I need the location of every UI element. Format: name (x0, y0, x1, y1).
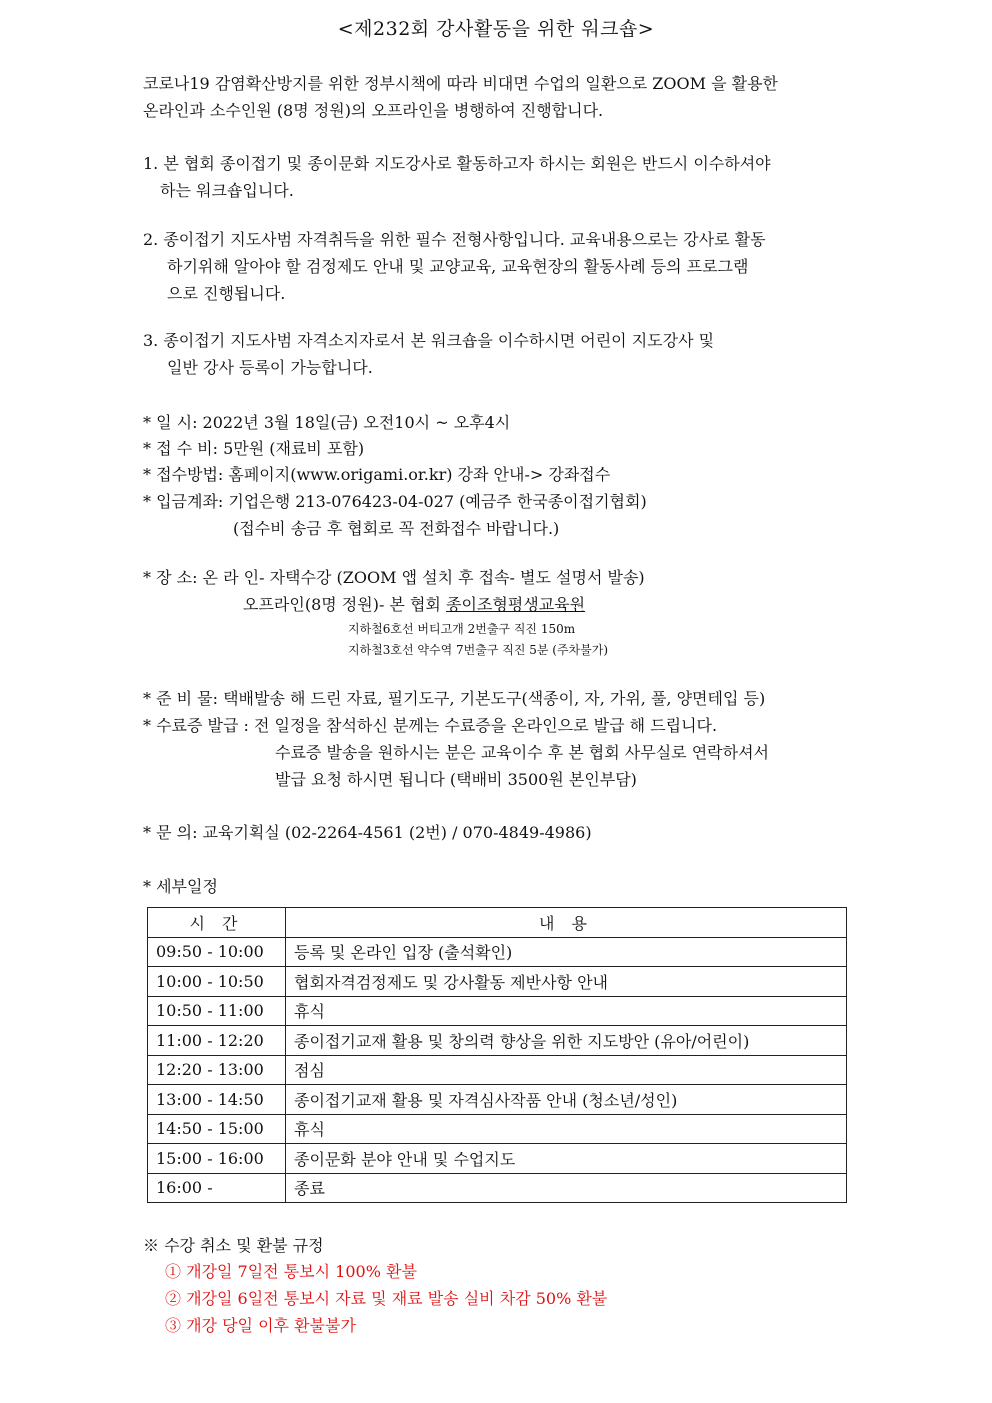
table-row (148, 1026, 847, 1056)
intro-line: 코로나19 감염확산방지를 위한 정부시책에 따라 비대면 수업의 일환으로 ZOOM 을 활용한 (143, 74, 779, 93)
item-line: 으로 진행됩니다. (167, 284, 286, 303)
refund-rule: ① 개강일 7일전 통보시 100% 환불 (165, 1262, 417, 1281)
schedule-content-cell: 협회자격검정제도 및 강사활동 제반사항 안내 (286, 967, 847, 997)
schedule-time-cell: 11:00 - 12:20 (148, 1026, 286, 1056)
schedule-content-cell: 종이접기교재 활용 및 창의력 향상을 위한 지도방안 (유아/어린이) (286, 1026, 847, 1056)
schedule-content-cell: 휴식 (286, 996, 847, 1026)
venue-name: 종이조형평생교육원 (445, 595, 586, 614)
info-place-online: * 장 소: 온 라 인- 자택수강 (ZOOM 앱 설치 후 접속- 별도 설명서 발송) (143, 568, 645, 587)
item-line: 3. 종이접기 지도사범 자격소지자로서 본 워크숍을 이수하시면 어린이 지도강사 및 (143, 331, 715, 350)
info-place-offline (243, 592, 585, 615)
column-header-content: 내 용 (286, 908, 847, 938)
schedule-content-cell: 종이접기교재 활용 및 자격심사작품 안내 (청소년/성인) (286, 1085, 847, 1115)
table-row (148, 1144, 847, 1174)
page-title: <제232회 강사활동을 위한 워크숍> (337, 18, 655, 40)
info-contact: * 문 의: 교육기획실 (02-2264-4561 (2번) / 070-4849-4986) (143, 823, 592, 842)
item-2 (143, 226, 863, 307)
schedule-time-cell: 15:00 - 16:00 (148, 1144, 286, 1174)
certificate-note-1: 수료증 발송을 원하시는 분은 교육이수 후 본 협회 사무실로 연락하셔서 (275, 743, 769, 762)
info-account: * 입금계좌: 기업은행 213-076423-04-027 (예금주 한국종이접기협회) (143, 492, 647, 511)
schedule-time-cell: 16:00 - (148, 1173, 286, 1203)
subway-direction-1: 지하철6호선 버티고개 2번출구 직진 150m (348, 622, 576, 636)
item-1 (143, 150, 863, 204)
table-row (148, 1114, 847, 1144)
table-row (148, 1085, 847, 1115)
schedule-time-cell: 10:50 - 11:00 (148, 996, 286, 1026)
table-row (148, 1055, 847, 1085)
info-fee: * 접 수 비: 5만원 (재료비 포함) (143, 439, 365, 458)
table-row (148, 937, 847, 967)
item-line: 하기위해 알아야 할 검정제도 안내 및 교양교육, 교육현장의 활동사례 등의 프로그램 (167, 257, 749, 276)
info-supplies: * 준 비 물: 택배발송 해 드린 자료, 필기도구, 기본도구(색종이, 자, 가위, 풀, 양면테입 등) (143, 689, 766, 708)
schedule-heading: * 세부일정 (143, 877, 218, 896)
item-line: 일반 강사 등록이 가능합니다. (167, 358, 373, 377)
offline-prefix: 오프라인(8명 정원)- 본 협회 (243, 595, 446, 614)
schedule-content-cell: 휴식 (286, 1114, 847, 1144)
table-row (148, 967, 847, 997)
refund-heading: ※ 수강 취소 및 환불 규정 (143, 1236, 324, 1255)
item-3 (143, 327, 863, 381)
table-header-row (148, 908, 847, 938)
info-certificate: * 수료증 발급 : 전 일정을 참석하신 분께는 수료증을 온라인으로 발급 해 드립니다. (143, 716, 718, 735)
table-row (148, 1173, 847, 1203)
schedule-table (147, 907, 847, 1203)
schedule-content-cell: 종이문화 분야 안내 및 수업지도 (286, 1144, 847, 1174)
info-account-note: (접수비 송금 후 협회로 꼭 전화접수 바랍니다.) (233, 519, 560, 538)
item-line: 하는 워크숍입니다. (160, 181, 294, 200)
schedule-body (148, 937, 847, 1203)
item-line: 1. 본 협회 종이접기 및 종이문화 지도강사로 활동하고자 하시는 회원은 반드시 이수하셔야 (143, 154, 771, 173)
schedule-time-cell: 12:20 - 13:00 (148, 1055, 286, 1085)
refund-rule: ③ 개강 당일 이후 환불불가 (165, 1316, 356, 1335)
table-row (148, 996, 847, 1026)
schedule-content-cell: 점심 (286, 1055, 847, 1085)
subway-direction-2: 지하철3호선 약수역 7번출구 직진 5분 (주차불가) (348, 643, 608, 657)
schedule-content-cell: 종료 (286, 1173, 847, 1203)
certificate-note-2: 발급 요청 하시면 됩니다 (택배비 3500원 본인부담) (275, 770, 637, 789)
intro-paragraph (143, 70, 863, 124)
info-date: * 일 시: 2022년 3월 18일(금) 오전10시 ~ 오후4시 (143, 413, 511, 432)
schedule-time-cell: 13:00 - 14:50 (148, 1085, 286, 1115)
column-header-time: 시 간 (148, 908, 286, 938)
item-line: 2. 종이접기 지도사범 자격취득을 위한 필수 전형사항입니다. 교육내용으로는 강사로 활동 (143, 230, 766, 249)
refund-rule: ② 개강일 6일전 통보시 자료 및 재료 발송 실비 차감 50% 환불 (165, 1289, 608, 1308)
schedule-content-cell: 등록 및 온라인 입장 (출석확인) (286, 937, 847, 967)
schedule-time-cell: 09:50 - 10:00 (148, 937, 286, 967)
info-method: * 접수방법: 홈페이지(www.origami.or.kr) 강좌 안내-> 강좌접수 (143, 465, 611, 484)
schedule-time-cell: 14:50 - 15:00 (148, 1114, 286, 1144)
intro-line: 온라인과 소수인원 (8명 정원)의 오프라인을 병행하여 진행합니다. (143, 101, 604, 120)
schedule-time-cell: 10:00 - 10:50 (148, 967, 286, 997)
